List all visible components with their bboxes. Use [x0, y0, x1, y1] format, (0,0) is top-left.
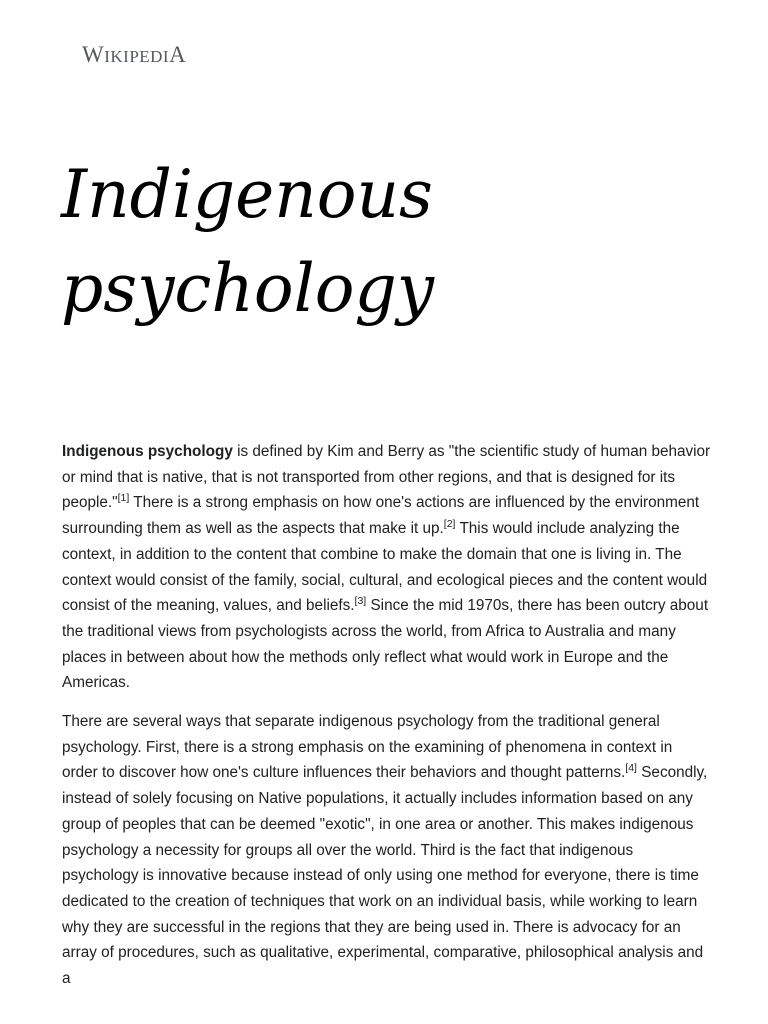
page-title-line: psychology: [61, 250, 434, 327]
wordmark-final: A: [169, 42, 187, 67]
wordmark-middle: IKIPEDI: [104, 47, 170, 66]
article-subject-bold: Indigenous psychology: [62, 443, 233, 460]
reference-link[interactable]: [2]: [443, 518, 456, 531]
page-title: [61, 148, 701, 336]
wikipedia-wordmark[interactable]: [82, 42, 186, 68]
reference-superscript: [444, 518, 456, 530]
wordmark-initial: W: [82, 42, 105, 67]
reference-link[interactable]: [3]: [354, 595, 367, 608]
article-text: is defined by Kim and Berry as "the scientific study of human behavior or mind that is native, that is not transported from other regions, and that is designed for its people.": [62, 443, 711, 512]
reference-superscript: [625, 762, 637, 774]
reference-superscript: [355, 595, 367, 607]
page-title-line: Indigenous: [61, 156, 433, 233]
article-body: [62, 439, 712, 1005]
article-text: Since the mid 1970s, there has been outcry about the traditional views from psychologists across the world, from Africa to Australia and many places in between about how the methods only reflect what would work in Europe and the Americas.: [62, 597, 709, 692]
article-text: Secondly, instead of solely focusing on Native populations, it actually includes information based on any group of peoples that can be deemed "exotic", in one area or another. This makes indigenous psychology a necessity for groups all over the world. Third is the fact that indigenous psychology is innovative because instead of only using one method for everyone, there is time dedicated to the creation of techniques that work on an individual basis, while working to learn why they are successful in the regions that they are being used in. There is advocacy for an array of procedures, such as qualitative, experimental, comparative, philosophical analysis and a: [62, 764, 708, 988]
reference-superscript: [118, 492, 130, 504]
article-text: There are several ways that separate indigenous psychology from the traditional general psychology. First, there is a strong emphasis on the examining of phenomena in context in order to discover how one's culture influences their behaviors and thought patterns.: [62, 713, 673, 782]
reference-link[interactable]: [4]: [625, 762, 637, 775]
article-paragraph: [62, 439, 712, 696]
article-paragraph: [62, 709, 712, 992]
reference-link[interactable]: [1]: [117, 492, 130, 505]
article-text: There is a strong emphasis on how one's actions are influenced by the environment surrounding them as well as the aspects that make it up.: [62, 494, 700, 538]
article-text: This would include analyzing the context, in addition to the content that combine to make the domain that one is living in. The context would consist of the family, social, cultural, and ecological pieces and the content would consist of the meaning, values, and beliefs.: [62, 520, 708, 615]
